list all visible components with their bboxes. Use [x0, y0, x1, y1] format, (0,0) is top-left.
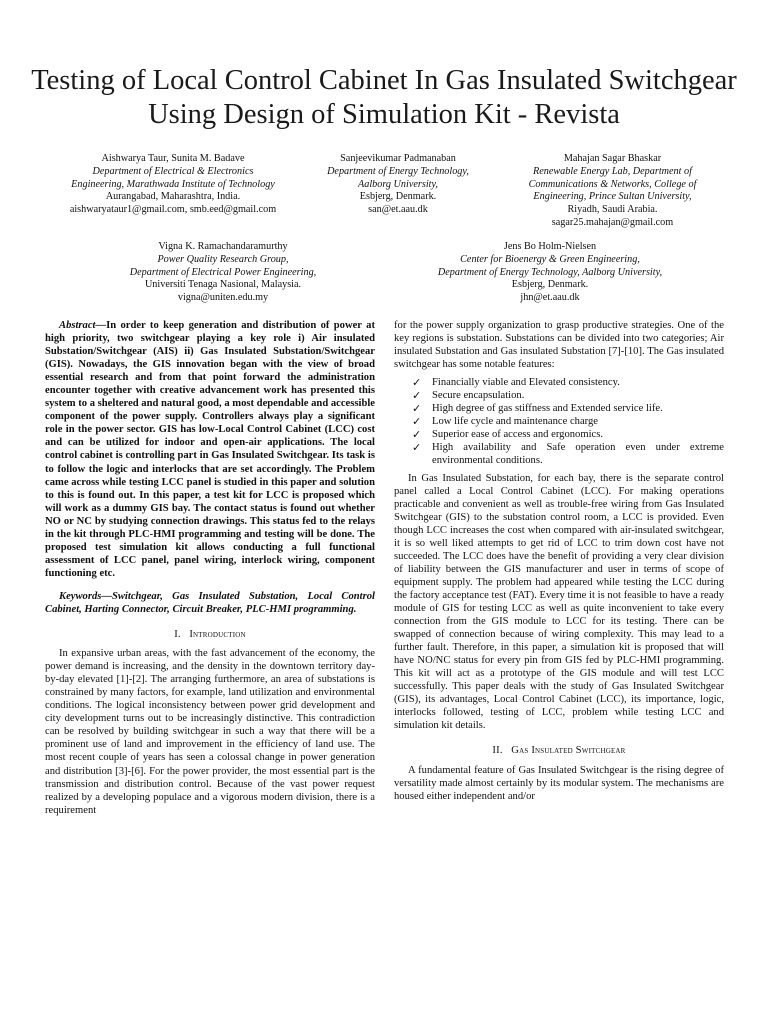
author-email: aishwaryataur1@gmail.com, smb.eed@gmail.com: [69, 204, 277, 216]
author-affiliation: Engineering, Marathwada Institute of Technology: [71, 178, 275, 190]
checkmark-icon: ✓: [412, 441, 422, 455]
author-block-bhaskar: [500, 153, 725, 230]
lcc-paragraph: In Gas Insulated Substation, for each bay, there is the separate control panel called a Local Control Cabinet (LCC). For making operations practicable and convenient as well as trouble-free wiring from Gas Insulated Switchgear (GIS) to the substation control room, a LCC is provided. Even though LCC increases the cost when compared with air-insulated switchgear, it is so well liked attempts to get rid of LCC to trim down cost have not succeeded. The LCC does have the benefit of providing a very clear division of liability between the GIS manufacturer and user in terms of scope of equipment supply. The problem had appeared while testing the LCC during the factory acceptance test (FAT). Every time it is not feasible to have a ready module of GIS for testing LCC as well as quite inconvenient to take every connection from the GIS module to LCC for its testing. There can be swapped of connection because of wiring complexity. This may lead to a further fault. Therefore, in this paper, a simulation kit is proposed that will have NO/NC status for every pin from GIS fed by PLC-HMI programming. This kit will act as a prototype of the GIS module and will test LCC successfully. This paper deals with the study of Gas Insulated Switchgear (GIS), its advantages, Local Control Cabinet (LCC), its importance, logic, interlocks followed, testing of LCC, problem while testing LCC and simulation kit details.: [394, 472, 724, 732]
list-item: ✓ Superior ease of access and ergonomics.: [412, 428, 604, 442]
author-location: Universiti Tenaga Nasional, Malaysia.: [144, 279, 302, 291]
author-block-taur-badave: [38, 153, 308, 217]
author-email: san@et.aau.dk: [368, 204, 428, 216]
author-affiliation: Center for Bioenergy & Green Engineering,: [460, 253, 640, 265]
author-name: Vigna K. Ramachandaramurthy: [158, 241, 288, 252]
checkmark-icon: ✓: [412, 402, 422, 416]
author-affiliation: Communications & Networks, College of: [528, 178, 697, 190]
checkmark-icon: ✓: [412, 415, 422, 429]
section-title: Introduction: [189, 629, 246, 641]
author-block-holm-nielsen: [400, 241, 700, 305]
author-affiliation: Engineering, Prince Sultan University,: [533, 191, 692, 203]
abstract-text: In order to keep generation and distribution of power at high priority, two switchgear playing a key role i) Air insulated Substation/Switchgear (AIS) ii) Gas Insulated Substation/Switchgear (GIS). Nowadays, the GIS innovation began with the view of broad essential research and from that point forward the administration encounter together with creative advancement work has presented this system to a sheltered and natural good, a most dependable and accessible component of the power supply. Controllers always play a significant role in the power sector. GIS has low-Local Control Cabinet (LCC) cost and can be utilized for indoor and open-air applications. The local control cabinet is controlling part in Gas Insulated Switchgear. Its task is to follow the logic and interlocks that are set accordingly. The Problem came across while testing LCC panel is studied in this paper and solution to this is found out. In this paper, a test kit for LCC is proposed which will work as a dummy GIS bay. The contact status is found out whether NO or NC by studying connection drawings. This status fed to the relays in the kit through PLC-HMI programming and testing will be done. The proposed test simulation kit allows conducting a full functional assessment of LCC panel, panel wiring, interlock wiring, component functioning etc.: [45, 320, 375, 579]
checkmark-icon: ✓: [412, 389, 422, 403]
checkmark-icon: ✓: [412, 376, 422, 390]
checkmark-icon: ✓: [412, 428, 422, 442]
author-block-ramachandaramurthy: [93, 241, 353, 305]
author-block-padmanaban: [298, 153, 498, 217]
author-affiliation: Department of Electrical & Electronics: [92, 165, 254, 177]
author-email: sagar25.mahajan@gmail.com: [551, 216, 674, 228]
author-name: Aishwarya Taur, Sunita M. Badave: [101, 153, 245, 164]
author-affiliation: Department of Energy Technology,: [327, 165, 469, 177]
author-name: Sanjeevikumar Padmanaban: [340, 153, 456, 164]
list-item: ✓ Secure encapsulation.: [412, 389, 525, 403]
author-location: Aurangabad, Maharashtra, India.: [105, 191, 241, 203]
author-name: Jens Bo Holm-Nielsen: [503, 241, 597, 252]
abstract: [45, 319, 375, 580]
gis-feature-paragraph: A fundamental feature of Gas Insulated Switchgear is the rising degree of versatility made almost certainly by its modular system. The mechanisms are housed either independent and/or: [394, 764, 724, 802]
intro-paragraph: In expansive urban areas, with the fast advancement of the economy, the power demand is increasing, and the density in the downtown territory day-by-day elevated [1]-[2]. The arranging furthermore, an area of substations is constrained by many factors, for example, land utilization and environmental conditions. The logical inconsistency between power grid development and city development turns out to be increasingly distinctive. This contradiction can be resolved by building switchgear in such a way that there will be a prominent use of land and improvement in the efficiency of land use. The most recent couple of years has seen a colossal change in power generation and distribution [3]-[6]. For the power provider, the most essential part is the transmission and distribution control. Because of the vast power request realized by a developing populace and a vigorous modern division, there is a requirement: [45, 648, 375, 816]
author-name: Mahajan Sagar Bhaskar: [563, 153, 662, 164]
section-heading-gis: [394, 744, 724, 757]
author-affiliation: Power Quality Research Group,: [157, 253, 289, 265]
author-email: vigna@uniten.edu.my: [177, 292, 269, 304]
abstract-label: Abstract—: [59, 320, 107, 331]
right-column: [394, 319, 724, 803]
author-location: Riyadh, Saudi Arabia.: [567, 204, 658, 216]
list-item: ✓ Low life cycle and maintenance charge: [412, 415, 598, 429]
author-email: jhn@et.aau.dk: [520, 292, 580, 304]
feature-list: [394, 376, 724, 467]
author-affiliation: Renewable Energy Lab, Department of: [533, 165, 692, 177]
section-heading-introduction: [45, 628, 375, 641]
section-number: I.: [174, 629, 181, 641]
gis-overview-paragraph: for the power supply organization to grasp productive strategies. One of the key regions is substation. Substations can be divided into two categories; Air insulated Substation and Gas insulated Substation [7]-[10]. The Gas insulated switchgear has some notable features:: [394, 320, 724, 371]
list-item: ✓ High degree of gas stiffness and Extended service life.: [412, 402, 663, 416]
keywords: Keywords—Switchgear, Gas Insulated Substation, Local Control Cabinet, Harting Connector, Circuit Breaker, PLC-HMI programming.: [45, 590, 375, 615]
section-title: Gas Insulated Switchgear: [511, 745, 626, 757]
author-location: Esbjerg, Denmark.: [359, 191, 437, 203]
list-item: ✓ High availability and Safe operation even under extreme environmental conditions.: [412, 441, 724, 467]
list-item: ✓ Financially viable and Elevated consistency.: [412, 376, 620, 390]
section-number: II.: [492, 745, 503, 757]
author-affiliation: Department of Electrical Power Engineering,: [129, 266, 317, 278]
left-column: [45, 319, 375, 817]
author-location: Esbjerg, Denmark.: [511, 279, 589, 291]
paper-title: Testing of Local Control Cabinet In Gas Insulated Switchgear Using Design of Simulation Kit - Revista: [31, 65, 737, 130]
author-affiliation: Department of Energy Technology, Aalborg University,: [437, 266, 663, 278]
author-affiliation: Aalborg University,: [358, 178, 438, 190]
